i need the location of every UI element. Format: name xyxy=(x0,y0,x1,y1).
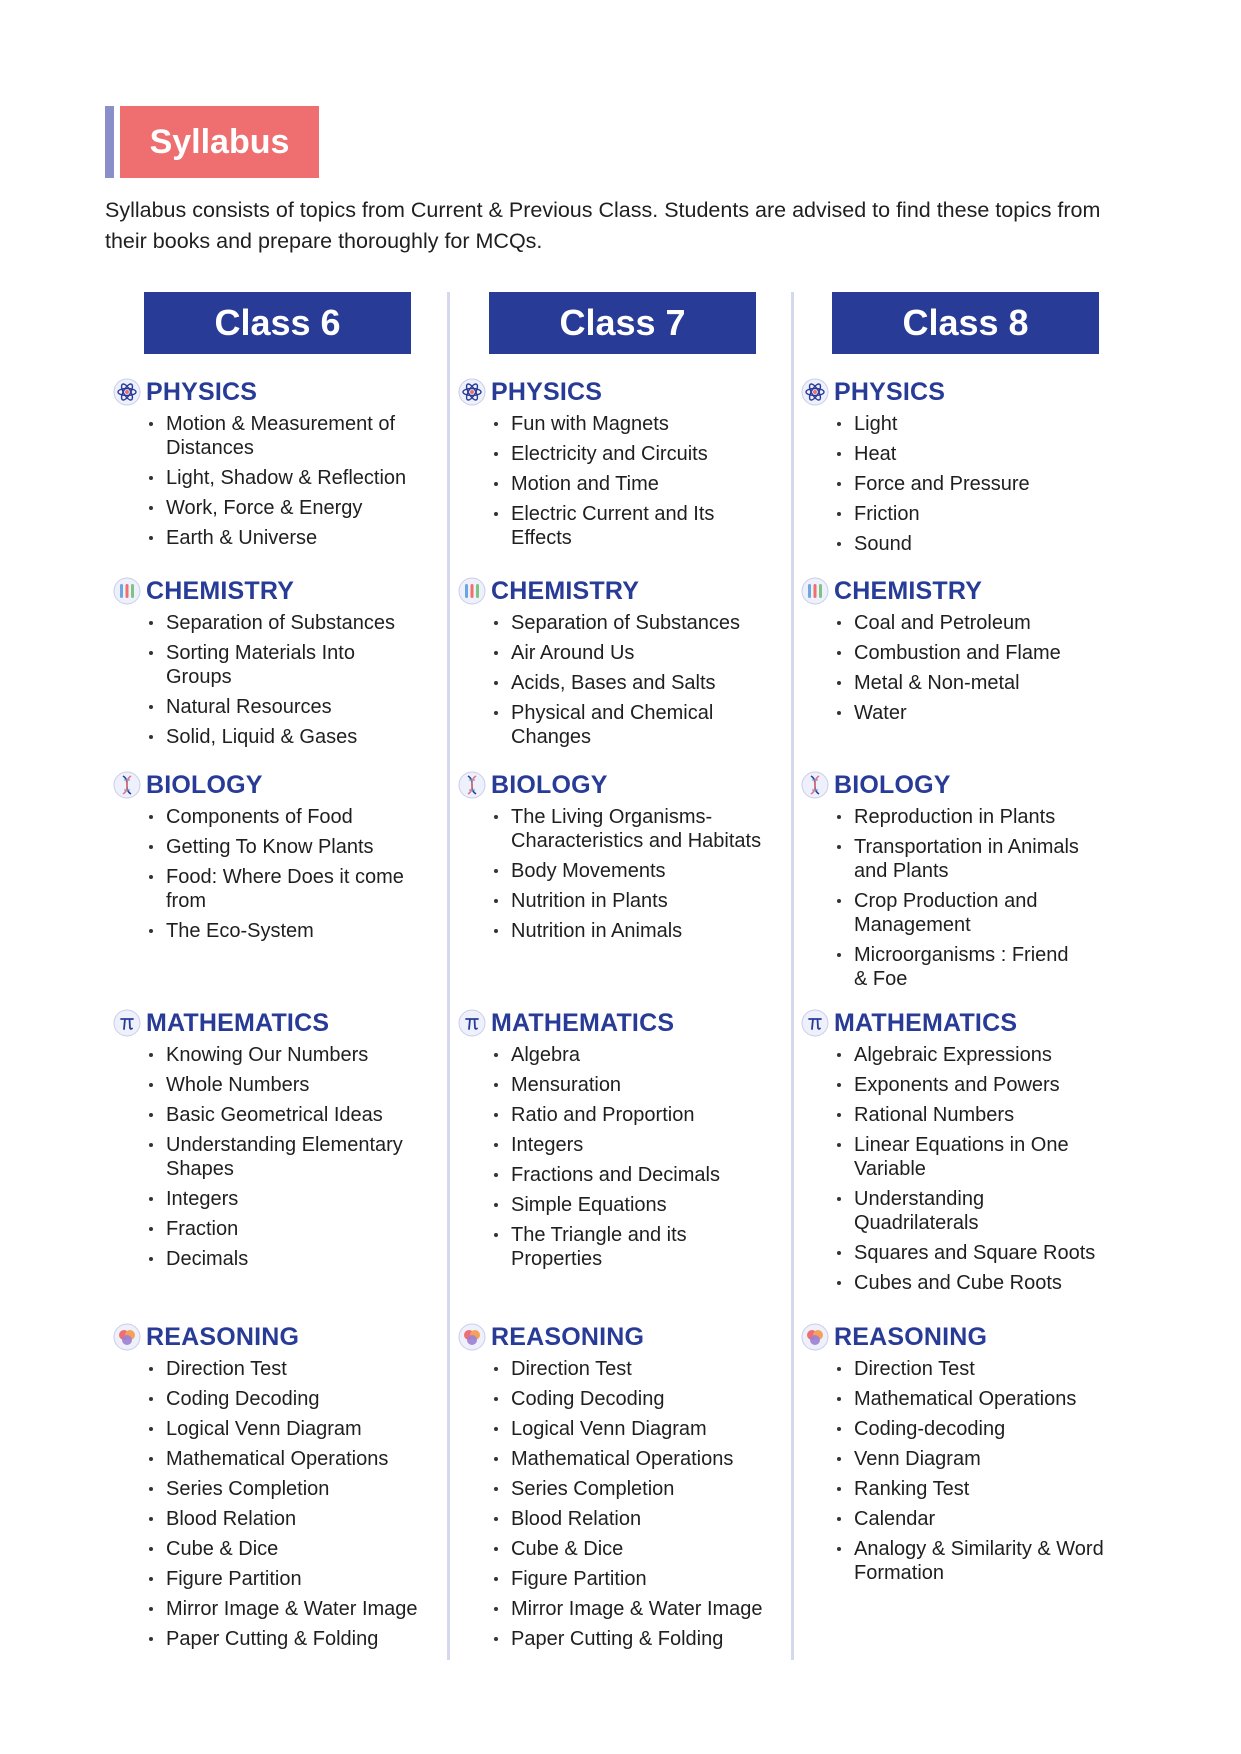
topic-item: Friction xyxy=(834,502,1114,526)
topic-list xyxy=(458,805,771,943)
subject-name: MATHEMATICS xyxy=(834,1008,1018,1037)
topic-item: Rational Numbers xyxy=(834,1103,1114,1127)
dna-icon xyxy=(113,771,141,799)
subject-section xyxy=(458,1322,793,1657)
topic-item: Understanding Quadrilaterals xyxy=(834,1187,1114,1235)
subject-name: REASONING xyxy=(146,1322,300,1351)
pi-icon xyxy=(113,1009,141,1037)
subject-name: BIOLOGY xyxy=(491,770,608,799)
topic-item: Calendar xyxy=(834,1507,1114,1531)
topic-list xyxy=(113,1043,426,1271)
page-title: Syllabus xyxy=(120,106,319,178)
class-column xyxy=(801,292,1136,1584)
subject-heading xyxy=(113,1008,448,1038)
topic-item: Crop Production and Management xyxy=(834,889,1084,937)
subject-heading xyxy=(801,770,1136,800)
topic-item: Physical and Chemical Changes xyxy=(491,701,759,749)
topic-item: Separation of Substances xyxy=(146,611,414,635)
topic-item: Integers xyxy=(491,1133,771,1157)
topic-item: Linear Equations in One Variable xyxy=(834,1133,1114,1181)
class-column xyxy=(458,292,793,1650)
subject-section xyxy=(458,377,793,556)
topic-item: Combustion and Flame xyxy=(834,641,1114,665)
topic-item: Fractions and Decimals xyxy=(491,1163,771,1187)
topic-item: Logical Venn Diagram xyxy=(146,1417,426,1441)
pi-icon xyxy=(458,1009,486,1037)
topic-item: The Triangle and its Properties xyxy=(491,1223,771,1271)
class-header: Class 7 xyxy=(489,292,756,354)
topic-list xyxy=(801,1357,1114,1585)
subject-name: REASONING xyxy=(834,1322,988,1351)
topic-item: Components of Food xyxy=(146,805,426,829)
subject-heading xyxy=(458,1008,793,1038)
subject-heading xyxy=(458,1322,793,1352)
topic-item: Mathematical Operations xyxy=(491,1447,771,1471)
topic-item: Ranking Test xyxy=(834,1477,1114,1501)
subject-heading xyxy=(113,576,448,606)
topic-item: Getting To Know Plants xyxy=(146,835,426,859)
subject-name: CHEMISTRY xyxy=(834,576,983,605)
brain-icon xyxy=(801,1323,829,1351)
topic-item: Algebraic Expressions xyxy=(834,1043,1114,1067)
topic-item: Light xyxy=(834,412,1114,436)
topic-item: Heat xyxy=(834,442,1114,466)
topic-item: Series Completion xyxy=(146,1477,426,1501)
topic-item: Mathematical Operations xyxy=(834,1387,1114,1411)
pi-icon xyxy=(801,1009,829,1037)
topic-item: Transportation in Animals and Plants xyxy=(834,835,1084,883)
topic-list xyxy=(458,412,759,550)
topic-item: Cubes and Cube Roots xyxy=(834,1271,1114,1295)
topic-item: Microorganisms : Friend & Foe xyxy=(834,943,1084,991)
subject-section xyxy=(801,770,1136,997)
subject-section xyxy=(113,1322,448,1657)
subject-heading xyxy=(458,576,793,606)
subject-heading xyxy=(801,576,1136,606)
topic-item: Mensuration xyxy=(491,1073,771,1097)
subject-section xyxy=(113,1008,448,1277)
subject-heading xyxy=(801,377,1136,407)
subject-section xyxy=(458,1008,793,1277)
topic-item: Venn Diagram xyxy=(834,1447,1114,1471)
subject-section xyxy=(113,377,448,556)
subject-section xyxy=(801,1008,1136,1301)
topic-item: Food: Where Does it come from xyxy=(146,865,426,913)
atom-icon xyxy=(458,378,486,406)
subject-name: MATHEMATICS xyxy=(146,1008,330,1037)
subject-name: BIOLOGY xyxy=(834,770,951,799)
subject-heading xyxy=(801,1008,1136,1038)
topic-list xyxy=(113,611,414,749)
subject-name: PHYSICS xyxy=(491,377,603,406)
topic-item: Separation of Substances xyxy=(491,611,759,635)
topic-item: Force and Pressure xyxy=(834,472,1114,496)
topic-item: Earth & Universe xyxy=(146,526,426,550)
topic-item: Coding-decoding xyxy=(834,1417,1114,1441)
topic-item: Acids, Bases and Salts xyxy=(491,671,759,695)
topic-item: Series Completion xyxy=(491,1477,771,1501)
topic-item: Natural Resources xyxy=(146,695,414,719)
topic-item: The Living Organisms-Characteristics and Habitats xyxy=(491,805,771,853)
topic-item: Sound xyxy=(834,532,1114,556)
subject-name: MATHEMATICS xyxy=(491,1008,675,1037)
brain-icon xyxy=(458,1323,486,1351)
subject-section xyxy=(113,576,448,755)
subject-name: BIOLOGY xyxy=(146,770,263,799)
class-header: Class 6 xyxy=(144,292,411,354)
topic-item: Nutrition in Animals xyxy=(491,919,771,943)
dna-icon xyxy=(458,771,486,799)
class-column xyxy=(113,292,448,1650)
topic-item: Blood Relation xyxy=(146,1507,426,1531)
topic-item: Algebra xyxy=(491,1043,771,1067)
topic-item: Cube & Dice xyxy=(491,1537,771,1561)
topic-item: Coal and Petroleum xyxy=(834,611,1114,635)
topic-item: Understanding Elementary Shapes xyxy=(146,1133,426,1181)
topic-item: Solid, Liquid & Gases xyxy=(146,725,414,749)
atom-icon xyxy=(801,378,829,406)
subject-heading xyxy=(113,770,448,800)
topic-item: Motion and Time xyxy=(491,472,759,496)
topic-item: Direction Test xyxy=(146,1357,426,1381)
topic-list xyxy=(801,805,1084,991)
topic-list xyxy=(113,805,426,943)
intro-paragraph: Syllabus consists of topics from Current & Previous Class. Students are advised to find these topics from their books and prepare thoroughly for MCQs. xyxy=(105,198,1101,253)
topic-list xyxy=(801,1043,1114,1295)
topic-item: Motion & Measurement of Distances xyxy=(146,412,426,460)
test-tubes-icon xyxy=(801,577,829,605)
topic-item: Mathematical Operations xyxy=(146,1447,426,1471)
topic-item: Electric Current and Its Effects xyxy=(491,502,759,550)
topic-list xyxy=(458,611,759,749)
topic-item: Decimals xyxy=(146,1247,426,1271)
topic-item: Mirror Image & Water Image xyxy=(491,1597,771,1621)
topic-item: Exponents and Powers xyxy=(834,1073,1114,1097)
topic-list xyxy=(801,611,1114,725)
subject-heading xyxy=(113,1322,448,1352)
topic-item: Metal & Non-metal xyxy=(834,671,1114,695)
topic-list xyxy=(113,1357,426,1651)
topic-item: Simple Equations xyxy=(491,1193,771,1217)
subject-name: CHEMISTRY xyxy=(491,576,640,605)
subject-name: PHYSICS xyxy=(146,377,258,406)
topic-item: Logical Venn Diagram xyxy=(491,1417,771,1441)
topic-item: Air Around Us xyxy=(491,641,759,665)
topic-item: Water xyxy=(834,701,1114,725)
test-tubes-icon xyxy=(458,577,486,605)
subject-name: CHEMISTRY xyxy=(146,576,295,605)
subject-heading xyxy=(458,770,793,800)
topic-item: Direction Test xyxy=(834,1357,1114,1381)
topic-item: Squares and Square Roots xyxy=(834,1241,1114,1265)
subject-heading xyxy=(458,377,793,407)
topic-item: Coding Decoding xyxy=(146,1387,426,1411)
topic-item: Analogy & Similarity & Word Formation xyxy=(834,1537,1114,1585)
topic-item: The Eco-System xyxy=(146,919,426,943)
brain-icon xyxy=(113,1323,141,1351)
topic-item: Basic Geometrical Ideas xyxy=(146,1103,426,1127)
subject-section xyxy=(458,770,793,949)
topic-item: Work, Force & Energy xyxy=(146,496,426,520)
topic-item: Reproduction in Plants xyxy=(834,805,1084,829)
topic-item: Mirror Image & Water Image xyxy=(146,1597,426,1621)
subject-heading xyxy=(113,377,448,407)
topic-item: Body Movements xyxy=(491,859,771,883)
subject-name: PHYSICS xyxy=(834,377,946,406)
topic-item: Direction Test xyxy=(491,1357,771,1381)
topic-item: Coding Decoding xyxy=(491,1387,771,1411)
topic-item: Blood Relation xyxy=(491,1507,771,1531)
title-accent-bar xyxy=(105,106,114,178)
topic-item: Sorting Materials Into Groups xyxy=(146,641,414,689)
subject-heading xyxy=(801,1322,1136,1352)
topic-item: Knowing Our Numbers xyxy=(146,1043,426,1067)
subject-section xyxy=(458,576,793,755)
subject-section xyxy=(113,770,448,949)
topic-list xyxy=(113,412,426,550)
dna-icon xyxy=(801,771,829,799)
topic-item: Electricity and Circuits xyxy=(491,442,759,466)
topic-item: Nutrition in Plants xyxy=(491,889,771,913)
syllabus-title-block xyxy=(105,106,319,178)
topic-item: Ratio and Proportion xyxy=(491,1103,771,1127)
topic-item: Fraction xyxy=(146,1217,426,1241)
topic-item: Paper Cutting & Folding xyxy=(491,1627,771,1651)
topic-list xyxy=(801,412,1114,556)
topic-item: Paper Cutting & Folding xyxy=(146,1627,426,1651)
topic-list xyxy=(458,1357,771,1651)
topic-item: Whole Numbers xyxy=(146,1073,426,1097)
subject-section xyxy=(801,576,1136,731)
subject-section xyxy=(801,1322,1136,1591)
subject-section xyxy=(801,377,1136,562)
subject-name: REASONING xyxy=(491,1322,645,1351)
topic-item: Light, Shadow & Reflection xyxy=(146,466,426,490)
topic-item: Figure Partition xyxy=(491,1567,771,1591)
atom-icon xyxy=(113,378,141,406)
topic-item: Fun with Magnets xyxy=(491,412,759,436)
topic-list xyxy=(458,1043,771,1271)
topic-item: Figure Partition xyxy=(146,1567,426,1591)
test-tubes-icon xyxy=(113,577,141,605)
topic-item: Cube & Dice xyxy=(146,1537,426,1561)
class-header: Class 8 xyxy=(832,292,1099,354)
topic-item: Integers xyxy=(146,1187,426,1211)
